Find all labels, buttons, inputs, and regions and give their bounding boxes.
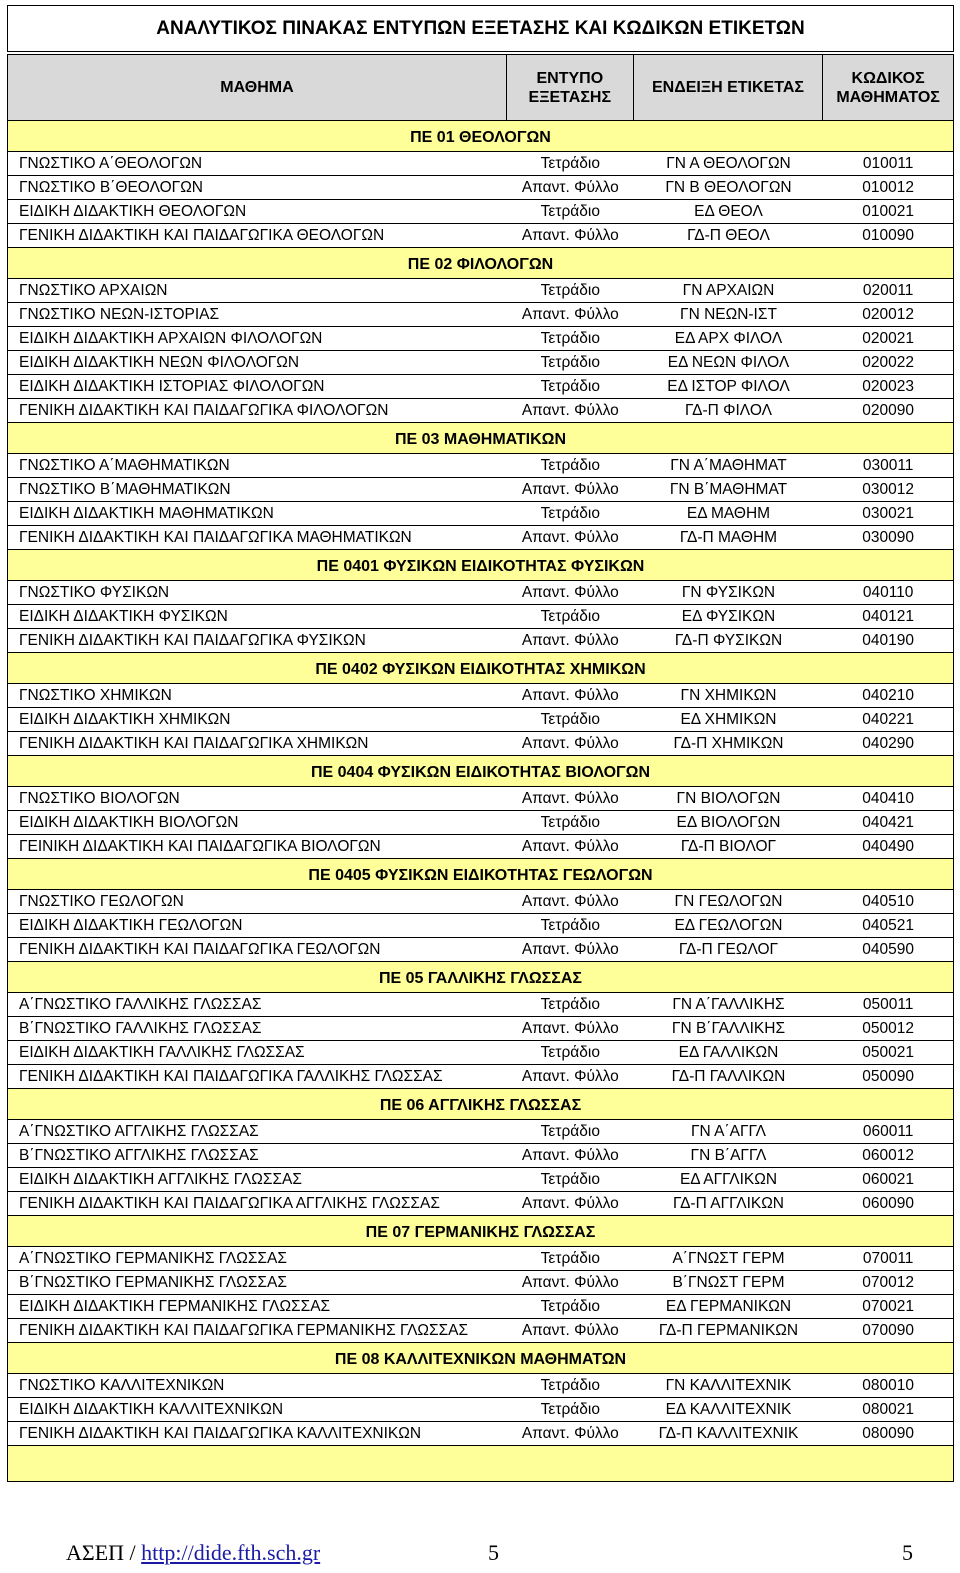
group-heading-row xyxy=(7,1216,954,1247)
table-row xyxy=(7,478,954,502)
cell-subject: ΓΕΝΙΚΗ ΔΙΔΑΚΤΙΚΗ ΚΑΙ ΠΑΙΔΑΓΩΓΙΚΑ ΓΕΡΜΑΝΙΚΗΣ ΓΛΩΣΣΑΣ xyxy=(19,1321,469,1339)
table-row xyxy=(7,1374,954,1398)
cell-code: 040490 xyxy=(862,837,914,855)
group-title: ΠΕ 05 ΓΑΛΛΙΚΗΣ ΓΛΩΣΣΑΣ xyxy=(378,970,583,987)
cell-label: ΕΔ ΒΙΟΛΟΓΩΝ xyxy=(676,813,781,831)
cell-code: 030021 xyxy=(862,504,914,522)
cell-code: 070090 xyxy=(862,1321,914,1339)
cell-subject: ΕΙΔΙΚΗ ΔΙΔΑΚΤΙΚΗ ΓΑΛΛΙΚΗΣ ΓΛΩΣΣΑΣ xyxy=(19,1043,305,1061)
cell-label: ΓΝ ΝΕΩΝ-ΙΣΤ xyxy=(680,305,777,323)
cell-form: Τετράδιο xyxy=(540,504,600,522)
cell-form: Απαντ. Φύλλο xyxy=(521,1424,619,1442)
cell-subject: Β΄ΓΝΩΣΤΙΚΟ ΓΕΡΜΑΝΙΚΗΣ ΓΛΩΣΣΑΣ xyxy=(19,1273,287,1291)
table-row xyxy=(7,1120,954,1144)
footer-org xyxy=(66,1540,320,1566)
cell-label: ΓΝ ΧΗΜΙΚΩΝ xyxy=(680,686,777,704)
cell-subject: ΕΙΔΙΚΗ ΔΙΔΑΚΤΙΚΗ ΑΓΓΛΙΚΗΣ ΓΛΩΣΣΑΣ xyxy=(19,1170,302,1188)
cell-code: 010012 xyxy=(862,178,914,196)
cell-code: 020090 xyxy=(862,401,914,419)
group-title: ΠΕ 0402 ΦΥΣΙΚΩΝ ΕΙΔΙΚΟΤΗΤΑΣ ΧΗΜΙΚΩΝ xyxy=(315,661,646,678)
cell-form: Τετράδιο xyxy=(540,1400,600,1418)
table-row xyxy=(7,152,954,176)
table-row xyxy=(7,351,954,375)
cell-subject: ΕΙΔΙΚΗ ΔΙΔΑΚΤΙΚΗ ΧΗΜΙΚΩΝ xyxy=(19,710,231,728)
cell-subject: ΓΝΩΣΤΙΚΟ ΝΕΩΝ-ΙΣΤΟΡΙΑΣ xyxy=(19,305,220,323)
cell-code: 040110 xyxy=(862,583,914,601)
group-title: ΠΕ 06 ΑΓΓΛΙΚΗΣ ΓΛΩΣΣΑΣ xyxy=(379,1097,582,1114)
table-row xyxy=(7,787,954,811)
table-row xyxy=(7,938,954,962)
cell-label: Β΄ΓΝΩΣΤ ΓΕΡΜ xyxy=(672,1273,785,1291)
table-body xyxy=(7,121,954,1446)
cell-code: 040590 xyxy=(862,940,914,958)
cell-label: ΕΔ ΝΕΩΝ ΦΙΛΟΛ xyxy=(667,353,790,371)
cell-subject: ΓΝΩΣΤΙΚΟ ΦΥΣΙΚΩΝ xyxy=(19,583,170,601)
cell-form: Απαντ. Φύλλο xyxy=(521,940,619,958)
table-row xyxy=(7,811,954,835)
cell-subject: ΕΙΔΙΚΗ ΔΙΔΑΚΤΙΚΗ ΝΕΩΝ ΦΙΛΟΛΟΓΩΝ xyxy=(19,353,300,371)
header-form-line2: ΕΞΕΤΑΣΗΣ xyxy=(528,88,612,106)
cell-code: 080021 xyxy=(862,1400,914,1418)
cell-subject: ΓΝΩΣΤΙΚΟ Β΄ΘΕΟΛΟΓΩΝ xyxy=(19,178,203,196)
cell-form: Απαντ. Φύλλο xyxy=(521,892,619,910)
cell-label: ΕΔ ΚΑΛΛΙΤΕΧΝΙΚ xyxy=(665,1400,792,1418)
table-row xyxy=(7,835,954,859)
cell-form: Τετράδιο xyxy=(540,1249,600,1267)
cell-label: ΕΔ ΓΕΩΛΟΓΩΝ xyxy=(674,916,783,934)
group-title: ΠΕ 03 ΜΑΘΗΜΑΤΙΚΩΝ xyxy=(394,431,567,448)
cell-subject: ΓΕΝΙΚΗ ΔΙΔΑΚΤΙΚΗ ΚΑΙ ΠΑΙΔΑΓΩΓΙΚΑ ΧΗΜΙΚΩΝ xyxy=(19,734,369,752)
footer-page-number-mid: 5 xyxy=(488,1540,499,1565)
cell-label: ΓΔ-Π ΓΕΡΜΑΝΙΚΩΝ xyxy=(658,1321,799,1339)
cell-label: ΕΔ ΦΥΣΙΚΩΝ xyxy=(681,607,776,625)
cell-label: ΕΔ ΧΗΜΙΚΩΝ xyxy=(680,710,777,728)
cell-label: ΓΔ-Π ΘΕΟΛ xyxy=(687,226,770,244)
cell-label: ΓΝ Β΄ΑΓΓΛ xyxy=(690,1146,767,1164)
cell-label: ΕΔ ΓΕΡΜΑΝΙΚΩΝ xyxy=(665,1297,792,1315)
table-row xyxy=(7,1168,954,1192)
header-subject: ΜΑΘΗΜΑ xyxy=(8,55,507,120)
cell-label: ΓΔ-Π ΓΕΩΛΟΓ xyxy=(678,940,779,958)
group-heading-row xyxy=(7,1343,954,1374)
cell-code: 010090 xyxy=(862,226,914,244)
cell-code: 020022 xyxy=(862,353,914,371)
table-row xyxy=(7,684,954,708)
group-title: ΠΕ 02 ΦΙΛΟΛΟΓΩΝ xyxy=(407,256,554,273)
cell-subject: ΓΝΩΣΤΙΚΟ ΚΑΛΛΙΤΕΧΝΙΚΩΝ xyxy=(19,1376,225,1394)
cell-subject: ΕΙΔΙΚΗ ΔΙΔΑΚΤΙΚΗ ΘΕΟΛΟΓΩΝ xyxy=(19,202,247,220)
cell-form: Τετράδιο xyxy=(540,995,600,1013)
cell-subject: ΕΙΔΙΚΗ ΔΙΔΑΚΤΙΚΗ ΒΙΟΛΟΓΩΝ xyxy=(19,813,239,831)
cell-subject: ΓΝΩΣΤΙΚΟ ΓΕΩΛΟΓΩΝ xyxy=(19,892,184,910)
cell-code: 060011 xyxy=(862,1122,914,1140)
cell-subject: ΕΙΔΙΚΗ ΔΙΔΑΚΤΙΚΗ ΓΕΩΛΟΓΩΝ xyxy=(19,916,243,934)
cell-label: ΓΝ ΚΑΛΛΙΤΕΧΝΙΚ xyxy=(665,1376,792,1394)
cell-form: Τετράδιο xyxy=(540,353,600,371)
table-row xyxy=(7,890,954,914)
table-row xyxy=(7,1192,954,1216)
cell-form: Τετράδιο xyxy=(540,1122,600,1140)
cell-form: Απαντ. Φύλλο xyxy=(521,734,619,752)
table-row xyxy=(7,1144,954,1168)
cell-code: 060012 xyxy=(862,1146,914,1164)
table-row xyxy=(7,176,954,200)
group-heading-row xyxy=(7,859,954,890)
table-row xyxy=(7,1398,954,1422)
cell-subject: Β΄ΓΝΩΣΤΙΚΟ ΓΑΛΛΙΚΗΣ ΓΛΩΣΣΑΣ xyxy=(19,1019,262,1037)
table-row xyxy=(7,200,954,224)
header-label: ΕΝΔΕΙΞΗ ΕΤΙΚΕΤΑΣ xyxy=(634,55,824,120)
cell-subject: ΓΕΙΝΙΚΗ ΔΙΔΑΚΤΙΚΗ ΚΑΙ ΠΑΙΔΑΓΩΓΙΚΑ ΒΙΟΛΟΓΩΝ xyxy=(19,837,381,855)
table-row xyxy=(7,1295,954,1319)
cell-code: 070012 xyxy=(862,1273,914,1291)
cell-subject: ΕΙΔΙΚΗ ΔΙΔΑΚΤΙΚΗ ΑΡΧΑΙΩΝ ΦΙΛΟΛΟΓΩΝ xyxy=(19,329,323,347)
cell-form: Τετράδιο xyxy=(540,813,600,831)
header-code xyxy=(823,55,953,120)
table-row xyxy=(7,993,954,1017)
cell-subject: ΓΝΩΣΤΙΚΟ ΒΙΟΛΟΓΩΝ xyxy=(19,789,180,807)
footer-org-text: ΑΣΕΠ / xyxy=(66,1540,142,1565)
cell-form: Τετράδιο xyxy=(540,607,600,625)
cell-subject: Α΄ΓΝΩΣΤΙΚΟ ΓΑΛΛΙΚΗΣ ΓΛΩΣΣΑΣ xyxy=(19,995,262,1013)
cell-subject: ΓΝΩΣΤΙΚΟ Α΄ΜΑΘΗΜΑΤΙΚΩΝ xyxy=(19,456,230,474)
cell-code: 050021 xyxy=(862,1043,914,1061)
table-row xyxy=(7,1065,954,1089)
group-title: ΠΕ 0405 ΦΥΣΙΚΩΝ ΕΙΔΙΚΟΤΗΤΑΣ ΓΕΩΛΟΓΩΝ xyxy=(308,867,653,884)
cell-label: ΓΔ-Π ΧΗΜΙΚΩΝ xyxy=(673,734,784,752)
table-row xyxy=(7,1247,954,1271)
table-header xyxy=(7,54,954,121)
cell-code: 010011 xyxy=(862,154,914,172)
cell-code: 040221 xyxy=(862,710,914,728)
group-heading-row xyxy=(7,423,954,454)
cell-label: ΓΝ ΓΕΩΛΟΓΩΝ xyxy=(674,892,783,910)
cell-form: Απαντ. Φύλλο xyxy=(521,1019,619,1037)
cell-form: Τετράδιο xyxy=(540,281,600,299)
header-form xyxy=(507,55,634,120)
table-row xyxy=(7,454,954,478)
cell-form: Απαντ. Φύλλο xyxy=(521,305,619,323)
cell-form: Τετράδιο xyxy=(540,1376,600,1394)
group-heading-row xyxy=(7,550,954,581)
cell-code: 040121 xyxy=(862,607,914,625)
cell-code: 030090 xyxy=(862,528,914,546)
cell-label: ΕΔ ΑΡΧ ΦΙΛΟΛ xyxy=(674,329,783,347)
group-heading-row xyxy=(7,962,954,993)
table-row xyxy=(7,1319,954,1343)
cell-subject: ΕΙΔΙΚΗ ΔΙΔΑΚΤΙΚΗ ΚΑΛΛΙΤΕΧΝΙΚΩΝ xyxy=(19,1400,284,1418)
header-code-line2: ΜΑΘΗΜΑΤΟΣ xyxy=(836,88,940,106)
table-row xyxy=(7,708,954,732)
cell-code: 080010 xyxy=(862,1376,914,1394)
cell-label: ΓΝ Α΄ΓΑΛΛΙΚΗΣ xyxy=(672,995,785,1013)
table-row xyxy=(7,629,954,653)
cell-code: 040510 xyxy=(862,892,914,910)
cell-code: 050090 xyxy=(862,1067,914,1085)
cell-subject: ΕΙΔΙΚΗ ΔΙΔΑΚΤΙΚΗ ΦΥΣΙΚΩΝ xyxy=(19,607,228,625)
group-heading-row xyxy=(7,756,954,787)
cell-subject: ΓΕΝΙΚΗ ΔΙΔΑΚΤΙΚΗ ΚΑΙ ΠΑΙΔΑΓΩΓΙΚΑ ΦΙΛΟΛΟΓΩΝ xyxy=(19,401,389,419)
table-row xyxy=(7,375,954,399)
cell-label: Α΄ΓΝΩΣΤ ΓΕΡΜ xyxy=(672,1249,785,1267)
cell-form: Απαντ. Φύλλο xyxy=(521,686,619,704)
cell-code: 020023 xyxy=(862,377,914,395)
cell-form: Απαντ. Φύλλο xyxy=(521,1273,619,1291)
cell-label: ΓΔ-Π ΜΑΘΗΜ xyxy=(679,528,778,546)
cell-form: Απαντ. Φύλλο xyxy=(521,583,619,601)
cell-subject: ΓΝΩΣΤΙΚΟ ΑΡΧΑΙΩΝ xyxy=(19,281,168,299)
cell-subject: ΓΕΝΙΚΗ ΔΙΔΑΚΤΙΚΗ ΚΑΙ ΠΑΙΔΑΓΩΓΙΚΑ ΦΥΣΙΚΩΝ xyxy=(19,631,366,649)
cell-form: Τετράδιο xyxy=(540,154,600,172)
cell-label: ΓΔ-Π ΦΥΣΙΚΩΝ xyxy=(674,631,783,649)
cell-form: Απαντ. Φύλλο xyxy=(521,631,619,649)
cell-label: ΓΝ Β΄ΜΑΘΗΜΑΤ xyxy=(669,480,788,498)
cell-label: ΕΔ ΓΑΛΛΙΚΩΝ xyxy=(678,1043,779,1061)
cell-subject: ΓΝΩΣΤΙΚΟ Β΄ΜΑΘΗΜΑΤΙΚΩΝ xyxy=(19,480,231,498)
cell-label: ΓΝ ΒΙΟΛΟΓΩΝ xyxy=(676,789,781,807)
table-row xyxy=(7,279,954,303)
document-table xyxy=(7,5,954,1482)
header-form-line1: ΕΝΤΥΠΟ xyxy=(536,69,604,87)
header-code-line1: ΚΩΔΙΚΟΣ xyxy=(851,69,925,87)
cell-form: Τετράδιο xyxy=(540,710,600,728)
cell-code: 040410 xyxy=(862,789,914,807)
cell-label: ΓΝ Α΄ΜΑΘΗΜΑΤ xyxy=(670,456,787,474)
table-row xyxy=(7,399,954,423)
cell-subject: ΓΕΝΙΚΗ ΔΙΔΑΚΤΙΚΗ ΚΑΙ ΠΑΙΔΑΓΩΓΙΚΑ ΑΓΓΛΙΚΗΣ ΓΛΩΣΣΑΣ xyxy=(19,1194,440,1212)
cell-subject: ΓΕΝΙΚΗ ΔΙΔΑΚΤΙΚΗ ΚΑΙ ΠΑΙΔΑΓΩΓΙΚΑ ΘΕΟΛΟΓΩΝ xyxy=(19,226,385,244)
cell-label: ΕΔ ΑΓΓΛΙΚΩΝ xyxy=(679,1170,778,1188)
cell-form: Απαντ. Φύλλο xyxy=(521,178,619,196)
table-row xyxy=(7,1017,954,1041)
group-title: ΠΕ 08 ΚΑΛΛΙΤΕΧΝΙΚΩΝ ΜΑΘΗΜΑΤΩΝ xyxy=(334,1351,627,1368)
cell-label: ΓΔ-Π ΒΙΟΛΟΓ xyxy=(680,837,777,855)
cell-code: 050011 xyxy=(862,995,914,1013)
cell-form: Απαντ. Φύλλο xyxy=(521,528,619,546)
group-heading-row xyxy=(7,121,954,152)
cell-subject: Β΄ΓΝΩΣΤΙΚΟ ΑΓΓΛΙΚΗΣ ΓΛΩΣΣΑΣ xyxy=(19,1146,259,1164)
cell-subject: ΓΕΝΙΚΗ ΔΙΔΑΚΤΙΚΗ ΚΑΙ ΠΑΙΔΑΓΩΓΙΚΑ ΜΑΘΗΜΑΤΙΚΩΝ xyxy=(19,528,412,546)
cell-code: 060021 xyxy=(862,1170,914,1188)
cell-code: 050012 xyxy=(862,1019,914,1037)
cell-code: 060090 xyxy=(862,1194,914,1212)
cell-form: Τετράδιο xyxy=(540,1043,600,1061)
cell-subject: Α΄ΓΝΩΣΤΙΚΟ ΑΓΓΛΙΚΗΣ ΓΛΩΣΣΑΣ xyxy=(19,1122,259,1140)
table-bottom-band xyxy=(7,1446,954,1482)
group-title: ΠΕ 07 ΓΕΡΜΑΝΙΚΗΣ ΓΛΩΣΣΑΣ xyxy=(365,1224,596,1241)
cell-subject: ΓΝΩΣΤΙΚΟ ΧΗΜΙΚΩΝ xyxy=(19,686,172,704)
cell-form: Τετράδιο xyxy=(540,916,600,934)
cell-code: 070011 xyxy=(862,1249,914,1267)
cell-form: Τετράδιο xyxy=(540,1297,600,1315)
cell-form: Τετράδιο xyxy=(540,1170,600,1188)
footer-page-number-right: 5 xyxy=(902,1540,913,1565)
page-footer xyxy=(0,1540,960,1570)
cell-code: 020021 xyxy=(862,329,914,347)
cell-label: ΓΝ Α ΘΕΟΛΟΓΩΝ xyxy=(666,154,791,172)
table-row xyxy=(7,581,954,605)
group-title: ΠΕ 0404 ΦΥΣΙΚΩΝ ΕΙΔΙΚΟΤΗΤΑΣ ΒΙΟΛΟΓΩΝ xyxy=(310,764,651,781)
cell-form: Απαντ. Φύλλο xyxy=(521,837,619,855)
group-heading-row xyxy=(7,248,954,279)
cell-label: ΓΔ-Π ΦΙΛΟΛ xyxy=(685,401,772,419)
cell-code: 080090 xyxy=(862,1424,914,1442)
cell-form: Τετράδιο xyxy=(540,202,600,220)
group-title: ΠΕ 0401 ΦΥΣΙΚΩΝ ΕΙΔΙΚΟΤΗΤΑΣ ΦΥΣΙΚΩΝ xyxy=(316,558,645,575)
cell-form: Τετράδιο xyxy=(540,377,600,395)
cell-form: Απαντ. Φύλλο xyxy=(521,789,619,807)
cell-label: ΓΝ Β ΘΕΟΛΟΓΩΝ xyxy=(665,178,792,196)
cell-label: ΓΝ Α΄ΑΓΓΛ xyxy=(690,1122,766,1140)
cell-code: 030012 xyxy=(862,480,914,498)
table-row xyxy=(7,605,954,629)
cell-form: Απαντ. Φύλλο xyxy=(521,1067,619,1085)
cell-subject: ΓΕΝΙΚΗ ΔΙΔΑΚΤΙΚΗ ΚΑΙ ΠΑΙΔΑΓΩΓΙΚΑ ΓΕΩΛΟΓΩΝ xyxy=(19,940,381,958)
cell-code: 040190 xyxy=(862,631,914,649)
table-row xyxy=(7,327,954,351)
cell-label: ΓΝ Β΄ΓΑΛΛΙΚΗΣ xyxy=(671,1019,786,1037)
cell-label: ΓΔ-Π ΓΑΛΛΙΚΩΝ xyxy=(671,1067,786,1085)
cell-form: Απαντ. Φύλλο xyxy=(521,1321,619,1339)
table-row xyxy=(7,526,954,550)
cell-label: ΓΔ-Π ΑΓΓΛΙΚΩΝ xyxy=(672,1194,784,1212)
cell-subject: ΕΙΔΙΚΗ ΔΙΔΑΚΤΙΚΗ ΓΕΡΜΑΝΙΚΗΣ ΓΛΩΣΣΑΣ xyxy=(19,1297,331,1315)
group-heading-row xyxy=(7,1089,954,1120)
cell-code: 040421 xyxy=(862,813,914,831)
cell-code: 040521 xyxy=(862,916,914,934)
cell-code: 070021 xyxy=(862,1297,914,1315)
cell-code: 010021 xyxy=(862,202,914,220)
cell-form: Απαντ. Φύλλο xyxy=(521,480,619,498)
cell-label: ΓΝ ΑΡΧΑΙΩΝ xyxy=(682,281,775,299)
table-row xyxy=(7,502,954,526)
cell-form: Απαντ. Φύλλο xyxy=(521,1146,619,1164)
table-row xyxy=(7,1422,954,1446)
cell-label: ΕΔ ΙΣΤΟΡ ΦΙΛΟΛ xyxy=(667,377,790,395)
cell-subject: Α΄ΓΝΩΣΤΙΚΟ ΓΕΡΜΑΝΙΚΗΣ ΓΛΩΣΣΑΣ xyxy=(19,1249,287,1267)
cell-subject: ΓΕΝΙΚΗ ΔΙΔΑΚΤΙΚΗ ΚΑΙ ΠΑΙΔΑΓΩΓΙΚΑ ΚΑΛΛΙΤΕΧΝΙΚΩΝ xyxy=(19,1424,422,1442)
cell-code: 030011 xyxy=(862,456,914,474)
table-row xyxy=(7,1271,954,1295)
cell-form: Απαντ. Φύλλο xyxy=(521,401,619,419)
cell-label: ΓΝ ΦΥΣΙΚΩΝ xyxy=(681,583,776,601)
cell-label: ΓΔ-Π ΚΑΛΛΙΤΕΧΝΙΚ xyxy=(658,1424,799,1442)
cell-form: Τετράδιο xyxy=(540,329,600,347)
cell-subject: ΕΙΔΙΚΗ ΔΙΔΑΚΤΙΚΗ ΜΑΘΗΜΑΤΙΚΩΝ xyxy=(19,504,274,522)
table-row xyxy=(7,1041,954,1065)
cell-label: ΕΔ ΘΕΟΛ xyxy=(694,202,763,220)
group-heading-row xyxy=(7,653,954,684)
cell-form: Τετράδιο xyxy=(540,456,600,474)
cell-form: Απαντ. Φύλλο xyxy=(521,1194,619,1212)
cell-subject: ΕΙΔΙΚΗ ΔΙΔΑΚΤΙΚΗ ΙΣΤΟΡΙΑΣ ΦΙΛΟΛΟΓΩΝ xyxy=(19,377,325,395)
table-row xyxy=(7,732,954,756)
group-title: ΠΕ 01 ΘΕΟΛΟΓΩΝ xyxy=(410,129,551,146)
cell-code: 040210 xyxy=(862,686,914,704)
cell-code: 020012 xyxy=(862,305,914,323)
cell-code: 040290 xyxy=(862,734,914,752)
table-row xyxy=(7,914,954,938)
cell-label: ΕΔ ΜΑΘΗΜ xyxy=(686,504,771,522)
cell-subject: ΓΕΝΙΚΗ ΔΙΔΑΚΤΙΚΗ ΚΑΙ ΠΑΙΔΑΓΩΓΙΚΑ ΓΑΛΛΙΚΗΣ ΓΛΩΣΣΑΣ xyxy=(19,1067,443,1085)
footer-link[interactable]: http://dide.fth.sch.gr xyxy=(141,1540,321,1565)
cell-subject: ΓΝΩΣΤΙΚΟ Α΄ΘΕΟΛΟΓΩΝ xyxy=(19,154,203,172)
table-row xyxy=(7,224,954,248)
page-title: ΑΝΑΛΥΤΙΚΟΣ ΠΙΝΑΚΑΣ ΕΝΤΥΠΩΝ ΕΞΕΤΑΣΗΣ ΚΑΙ ΚΩΔΙΚΩΝ ΕΤΙΚΕΤΩΝ xyxy=(7,5,954,52)
table-row xyxy=(7,303,954,327)
cell-form: Απαντ. Φύλλο xyxy=(521,226,619,244)
cell-code: 020011 xyxy=(862,281,914,299)
